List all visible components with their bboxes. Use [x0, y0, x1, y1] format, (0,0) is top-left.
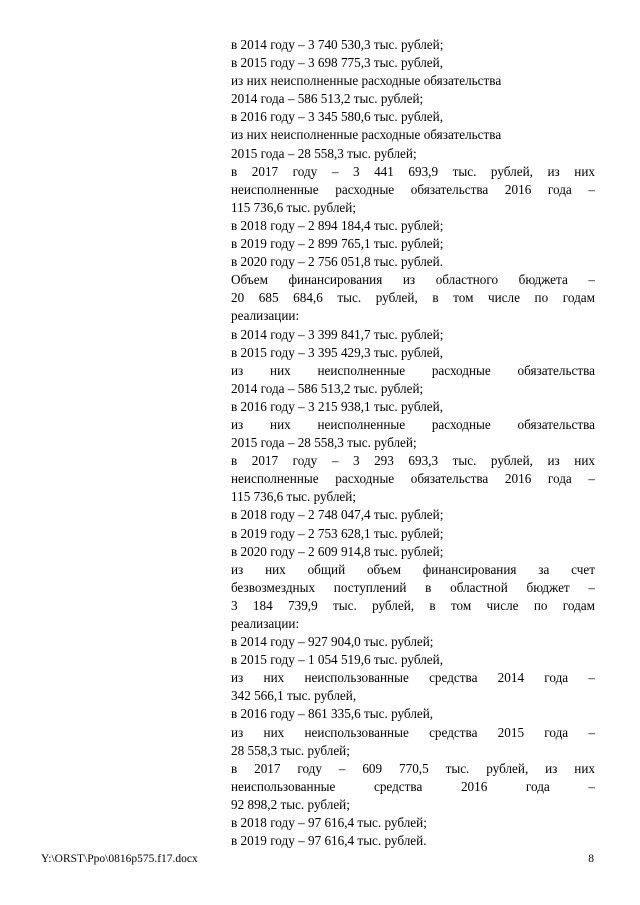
document-body — [231, 36, 595, 850]
text-line: в 2015 году – 1 054 519,6 тыс. рублей, — [231, 652, 443, 668]
text-line: в 2015 году – 3 698 775,3 тыс. рублей, — [231, 55, 443, 71]
text-line: из них неисполненные расходные обязательства — [231, 127, 502, 143]
footer-page-number: 8 — [588, 853, 594, 865]
text-line: неисполненные расходные обязательства 2016 года – — [231, 471, 595, 487]
text-line: 2014 года – 586 513,2 тыс. рублей; — [231, 380, 424, 396]
text-line: неиспользованные средства 2016 года – — [231, 778, 595, 794]
text-line: в 2020 году – 2 609 914,8 тыс. рублей; — [231, 543, 444, 559]
text-line: из них неисполненные расходные обязательства — [231, 416, 595, 432]
text-line: в 2017 году – 609 770,5 тыс. рублей, из них — [231, 760, 595, 776]
text-line: из них неиспользованные средства 2014 года – — [231, 670, 595, 686]
text-line: в 2016 году – 861 335,6 тыс. рублей, — [231, 706, 434, 722]
text-line: 3 184 739,9 тыс. рублей, в том числе по годам — [231, 597, 595, 613]
text-line: 115 736,6 тыс. рублей; — [231, 199, 357, 215]
text-line: в 2020 году – 2 756 051,8 тыс. рублей. — [231, 254, 443, 270]
text-line: в 2014 году – 927 904,0 тыс. рублей; — [231, 634, 434, 650]
text-line: в 2019 году – 97 616,4 тыс. рублей. — [231, 833, 427, 849]
text-line: в 2018 году – 97 616,4 тыс. рублей; — [231, 815, 427, 831]
text-line: в 2017 году – 3 441 693,9 тыс. рублей, из них — [231, 163, 595, 179]
text-line: в 2018 году – 2 748 047,4 тыс. рублей; — [231, 507, 444, 523]
text-line: из них неиспользованные средства 2015 года – — [231, 724, 595, 740]
footer-file-path: Y:\ORST\Ppo\0816p575.f17.docx — [41, 853, 198, 865]
text-line: в 2019 году – 2 899 765,1 тыс. рублей; — [231, 236, 444, 252]
text-line: в 2014 году – 3 399 841,7 тыс. рублей; — [231, 326, 444, 342]
text-line: в 2015 году – 3 395 429,3 тыс. рублей, — [231, 344, 443, 360]
text-line: Объем финансирования из областного бюджета – — [231, 272, 595, 288]
text-line: из них общий объем финансирования за счет — [231, 561, 595, 577]
text-line: 115 736,6 тыс. рублей; — [231, 489, 357, 505]
text-line: из них неисполненные расходные обязательства — [231, 362, 595, 378]
text-line: в 2019 году – 2 753 628,1 тыс. рублей; — [231, 525, 444, 541]
text-line: неисполненные расходные обязательства 2016 года – — [231, 181, 595, 197]
text-line: в 2016 году – 3 215 938,1 тыс. рублей, — [231, 398, 443, 414]
text-line: 20 685 684,6 тыс. рублей, в том числе по годам — [231, 290, 595, 306]
text-line: безвозмездных поступлений в областной бюджет – — [231, 579, 595, 595]
text-line: реализации: — [231, 616, 300, 631]
text-line: в 2016 году – 3 345 580,6 тыс. рублей, — [231, 109, 443, 125]
text-line: реализации: — [231, 308, 300, 324]
text-line: в 2017 году – 3 293 693,3 тыс. рублей, из них — [231, 453, 595, 469]
text-line: в 2018 году – 2 894 184,4 тыс. рублей; — [231, 217, 444, 233]
text-line: 28 558,3 тыс. рублей; — [231, 742, 350, 758]
text-line: 2015 года – 28 558,3 тыс. рублей; — [231, 145, 417, 161]
text-line: в 2014 году – 3 740 530,3 тыс. рублей; — [231, 37, 444, 52]
text-line: 342 566,1 тыс. рублей, — [231, 688, 357, 704]
text-line: 92 898,2 тыс. рублей; — [231, 796, 350, 812]
text-line: 2014 года – 586 513,2 тыс. рублей; — [231, 91, 424, 107]
text-line: 2015 года – 28 558,3 тыс. рублей; — [231, 435, 417, 451]
text-line: из них неисполненные расходные обязательства — [231, 73, 502, 89]
